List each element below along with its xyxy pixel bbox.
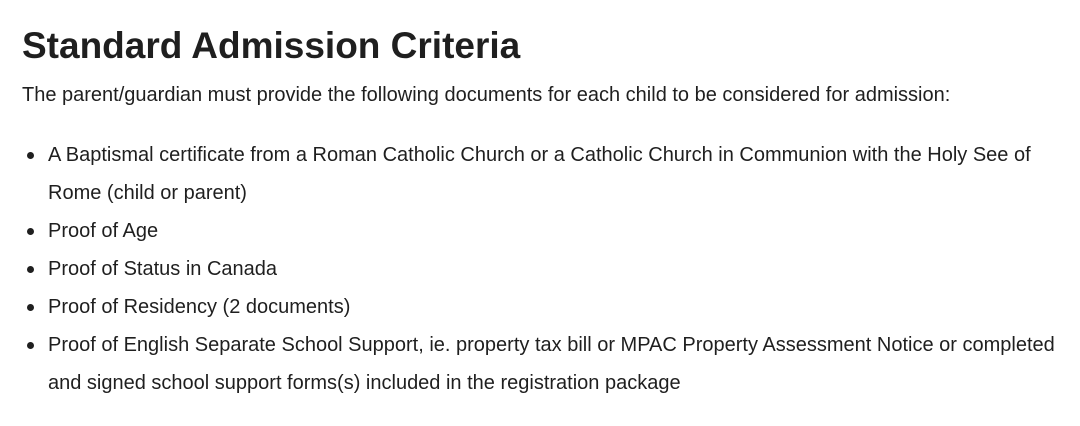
bullet-icon [27,152,34,159]
page-title: Standard Admission Criteria [22,25,521,66]
list-item-text: A Baptismal certificate from a Roman Catholic Church or a Catholic Church in Communion with the Holy See of Rome (child or parent) [48,144,1031,204]
list-item-text: Proof of English Separate School Support, ie. property tax bill or MPAC Property Assessment Notice or completed and signed school support forms(s) included in the registration package [48,334,1055,394]
list-item-text: Proof of Age [48,220,159,242]
list-item-text: Proof of Residency (2 documents) [48,296,351,318]
bullet-icon [27,342,34,349]
list-item-proof-of-residency [22,288,1072,326]
documents-list [22,136,1070,402]
intro-text: The parent/guardian must provide the following documents for each child to be considered for admission: [22,84,951,106]
list-item-proof-of-status [22,250,1072,288]
list-item-school-support [22,326,1072,402]
list-item-baptismal-certificate [22,136,1072,212]
bullet-icon [27,266,34,273]
bullet-icon [27,228,34,235]
bullet-icon [27,304,34,311]
list-item-proof-of-age [22,212,1072,250]
list-item-text: Proof of Status in Canada [48,258,278,280]
